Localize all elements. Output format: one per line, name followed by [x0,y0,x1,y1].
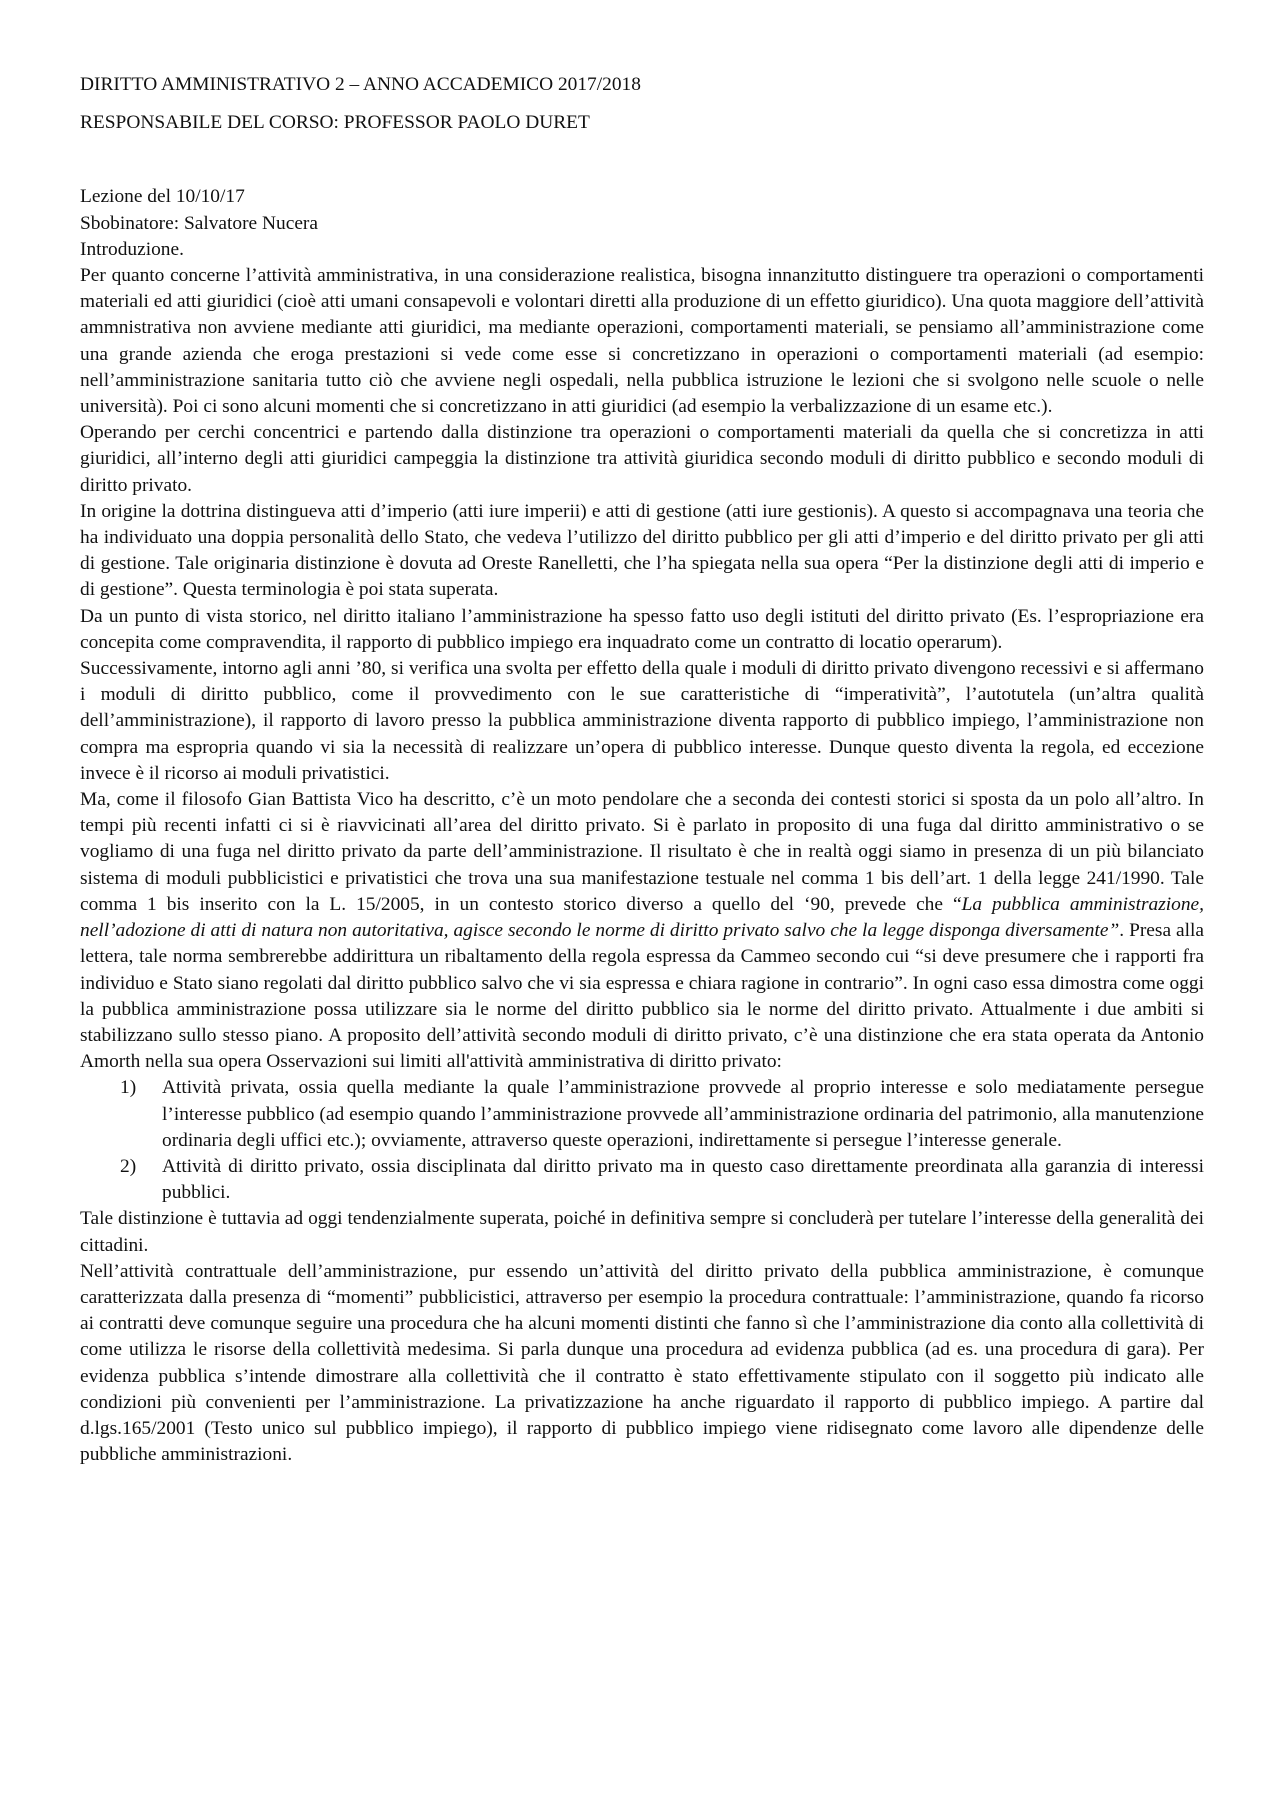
paragraph-6-text-b: . Presa alla lettera, tale norma sembrerebbe addirittura un ribaltamento della regola espressa da Cammeo secondo cui “si deve presumere che i rapporti fra individuo e Stato siano regolati dal diritto pubblico salvo che vi sia espressa e chiara ragione in contrario”. In ogni caso essa dimostra come oggi la pubblica amministrazione possa utilizzare sia le norme del diritto pubblico sia le norme del diritto privato. Attualmente i due ambiti si stabilizzano sullo stesso piano. A proposito dell’attività secondo moduli di diritto privato, c’è una distinzione che era stata operata da Antonio Amorth nella sua opera Osservazioni sui limiti all'attività amministrativa di diritto privato: [80,920,1205,1073]
list-item-text: Attività di diritto privato, ossia disciplinata dal diritto privato ma in questo caso direttamente preordinata alla garanzia di interessi pubblici. [162,1155,1204,1204]
list-item-text: Attività privata, ossia quella mediante la quale l’amministrazione provvede al proprio interesse e solo mediatamente persegue l’interesse pubblico (ad esempio quando l’amministrazione provvede all’amministrazione ordinaria del patrimonio, alla manutenzione ordinaria degli uffici etc.); ovviamente, attraverso queste operazioni, indirettamente si persegue l’interesse generale. [162,1077,1204,1151]
paragraph-3: In origine la dottrina distingueva atti d’imperio (atti iure imperii) e atti di gestione (atti iure gestionis). A questo si accompagnava una teoria che ha individuato una doppia personalità dello Stato, che vedeva l’utilizzo del diritto pubblico per gli atti d’imperio e del diritto privato per gli atti di gestione. Tale originaria distinzione è dovuta ad Oreste Ranelletti, che l’ha spiegata nella sua opera “Per la distinzione degli atti di imperio e di gestione”. Questa terminologia è poi stata superata. [80,500,1204,601]
paragraph-1: Per quanto concerne l’attività amministrativa, in una considerazione realistica, bisogna innanzitutto distinguere tra operazioni o comportamenti materiali ed atti giuridici (cioè atti umani consapevoli e volontari diretti alla produzione di un effetto giuridico). Una quota maggiore dell’attività ammnistrativa non avviene mediante atti giuridici, ma mediante operazioni, comportamenti materiali, se pensiamo all’amministrazione come una grande azienda che eroga prestazioni si vede come esse si concretizzano in operazioni o comportamenti materiali (ad esempio: nell’amministrazione sanitaria tutto ciò che avviene negli ospedali, nella pubblica istruzione le lezioni che si svolgono nelle scuole o nelle università). Poi ci sono alcuni momenti che si concretizzano in atti giuridici (ad esempio la verbalizzazione di un esame etc.). [80,265,1204,418]
paragraph-4: Da un punto di vista storico, nel diritto italiano l’amministrazione ha spesso fatto uso degli istituti del diritto privato (Es. l’espropriazione era concepita come compravendita, il rapporto di pubblico impiego era inquadrato come un contratto di locatio operarum). [80,605,1204,653]
numbered-list [80,1075,1204,1206]
course-responsible: RESPONSABILE DEL CORSO: PROFESSOR PAOLO DURET [80,112,590,134]
list-item-number: 2) [120,1155,137,1177]
document-page [80,72,1204,1468]
paragraph-8: Nell’attività contrattuale dell’amministrazione, pur essendo un’attività del diritto privato della pubblica amministrazione, è comunque caratterizzata dalla presenza di “momenti” pubblicistici, attraverso per esempio la procedura contrattuale: l’amministrazione, quando fa ricorso ai contratti deve comunque seguire una procedura che ha alcuni momenti distinti che fanno sì che l’amministrazione dia conto alla collettività di come utilizza le risorse della collettività medesima. Si parla dunque una procedura ad evidenza pubblica (ad es. una procedura di gara). Per evidenza pubblica s’intende dimostrare alla collettività che il contratto è stato effettivamente stipulato con il soggetto più indicato alle condizioni più convenienti per l’amministrazione. La privatizzazione ha anche riguardato il rapporto di pubblico impiego. A partire dal d.lgs.165/2001 (Testo unico sul pubblico impiego), il rapporto di pubblico impiego viene ridisegnato come lavoro alle dipendenze delle pubbliche amministrazioni. [80,1260,1204,1466]
list-item [120,1075,1204,1154]
paragraph-2: Operando per cerchi concentrici e partendo dalla distinzione tra operazioni o comportamenti materiali da quella che si concretizza in atti giuridici, all’interno degli atti giuridici campeggia la distinzione tra attività giuridica secondo moduli di diritto pubblico e secondo moduli di diritto privato. [80,422,1204,496]
paragraph-7: Tale distinzione è tuttavia ad oggi tendenzialmente superata, poiché in definitiva sempre si concluderà per tutelare l’interesse della generalità dei cittadini. [80,1208,1204,1256]
paragraph-6 [80,787,1204,1075]
transcriber: Sbobinatore: Salvatore Nucera [80,212,318,234]
law-quote: La pubblica amministrazione, nell’adozione di atti di natura non autoritativa, agisce secondo le norme di diritto privato salvo che la legge disponga diversamente” [80,893,1204,942]
course-title: DIRITTO AMMINISTRATIVO 2 – ANNO ACCADEMICO 2017/2018 [80,74,641,95]
section-title: Introduzione. [80,238,184,260]
paragraph-5: Successivamente, intorno agli anni ’80, si verifica una svolta per effetto della quale i moduli di diritto privato divengono recessivi e si affermano i moduli di diritto pubblico, come il provvedimento con le sue caratteristiche di “imperatività”, l’autotutela (un’altra qualità dell’amministrazione), il rapporto di lavoro presso la pubblica amministrazione diventa rapporto di pubblico impiego, l’amministrazione non compra ma espropria quando vi sia la necessità di realizzare un’opera di pubblico interesse. Dunque questo diventa la regola, ed eccezione invece è il ricorso ai moduli privatistici. [80,658,1204,784]
list-item [120,1154,1204,1206]
paragraph-6-text-a: Ma, come il filosofo Gian Battista Vico ha descritto, c’è un moto pendolare che a seconda dei contesti storici si sposta da un polo all’altro. In tempi più recenti infatti ci si è riavvicinati all’area del diritto privato. Si è parlato in proposito di una fuga dal diritto amministrativo o se vogliamo di una fuga nel diritto privato da parte dell’amministrazione. Il risultato è che in realtà oggi siamo in presenza di un più bilanciato sistema di moduli pubblicistici e privatistici che trova una sua manifestazione testuale nel comma 1 bis dell’art. 1 della legge 241/1990. Tale comma 1 bis inserito con la L. 15/2005, in un contesto storico diverso a quello del ‘90, prevede che “ [80,789,1204,915]
lesson-date: Lezione del 10/10/17 [80,186,245,208]
list-item-number: 1) [120,1077,137,1099]
